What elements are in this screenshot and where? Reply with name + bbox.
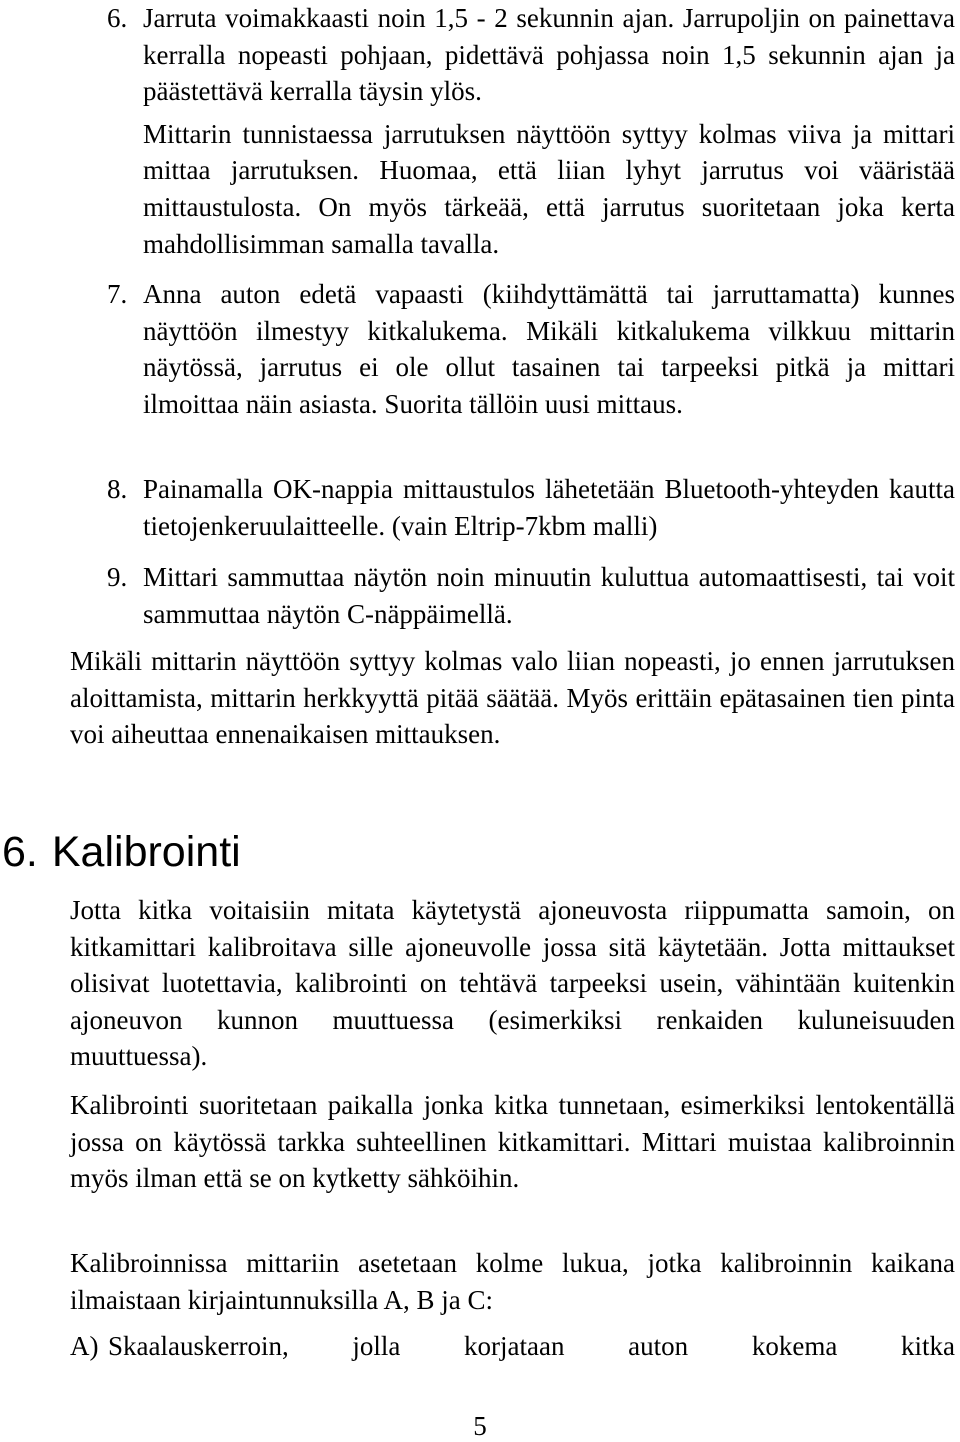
list-paragraph: Jarruta voimakkaasti noin 1,5 - 2 sekunnin ajan. Jarrupoljin on painettava kerralla nopeasti pohjaan, pidettävä pohjassa noin 1,5 sekunnin ajan ja päästettävä kerralla täysin ylös. — [143, 3, 955, 107]
list-number: 9. — [107, 562, 128, 592]
alpha-label: A) — [70, 1331, 99, 1361]
page-number: 5 — [473, 1411, 487, 1441]
list-item-8 — [107, 471, 955, 544]
list-number: 7. — [107, 279, 128, 309]
list-number: 8. — [107, 474, 128, 504]
body-paragraph: Kalibroinnissa mittariin asetetaan kolme lukua, jotka kalibroinnin kaikana ilmaistaan kirjaintunnuksilla A, B ja C: — [70, 1248, 955, 1315]
list-paragraph: Anna auton edetä vapaasti (kiihdyttämättä tai jarruttamatta) kunnes näyttöön ilmestyy kitkalukema. Mikäli kitkalukema vilkkuu mittarin näytössä, jarrutus ei ole ollut tasainen tai tarpeeksi pitkä ja mittari ilmoittaa näin asiasta. Suorita tällöin uusi mittaus. — [143, 279, 955, 419]
section-paragraph-3 — [70, 1245, 955, 1318]
section-title: Kalibrointi — [51, 828, 241, 876]
section-paragraph-2 — [70, 1087, 955, 1197]
alpha-list-item-a — [70, 1328, 955, 1365]
body-paragraph: Kalibrointi suoritetaan paikalla jonka kitka tunnetaan, esimerkiksi lentokentällä jossa on käytössä tarkka suhteellinen kitkamittari. Mittari muistaa kalibroinnin myös ilman että se on kytketty sähköihin. — [70, 1090, 955, 1194]
list-paragraph: Mittarin tunnistaessa jarrutuksen näyttöön syttyy kolmas viiva ja mittari mittaa jarrutuksen. Huomaa, että liian lyhyt jarrutus voi vääristää mittaustulosta. On myös tärkeää, että jarrutus suoritetaan joka kerta mahdollisimman samalla tavalla. — [143, 118, 955, 259]
note-block — [70, 643, 955, 753]
list-item-6 — [107, 0, 955, 262]
list-paragraph: Painamalla OK-nappia mittaustulos lähetetään Bluetooth-yhteyden kautta tietojenkeruulaitteelle. (vain Eltrip-7kbm malli) — [143, 474, 955, 541]
list-paragraph: Mittari sammuttaa näytön noin minuutin kuluttua automaattisesti, tai voit sammuttaa näytön C-näppäimellä. — [143, 562, 955, 629]
section-paragraph-1 — [70, 892, 955, 1075]
body-paragraph: Jotta kitka voitaisiin mitata käytetystä ajoneuvosta riippumatta samoin, on kitkamittari kalibroitava sille ajoneuvolle jossa sitä käytetään. Jotta mittaukset olisivat luotettavia, kalibrointi on tehtävä tarpeeksi usein, vähintään kuitenkin ajoneuvon kunnon muuttuessa (esimerkiksi renkaiden kuluneisuuden muuttuessa). — [70, 895, 955, 1072]
section-number: 6. — [2, 828, 38, 876]
note-paragraph: Mikäli mittarin näyttöön syttyy kolmas valo liian nopeasti, jo ennen jarrutuksen aloittamista, mittarin herkkyyttä pitää säätää. Myös erittäin epätasainen tien pinta voi aiheuttaa ennenaikaisen mittauksen. — [70, 646, 955, 750]
list-item-7 — [107, 276, 955, 422]
list-item-9 — [107, 559, 955, 632]
alpha-text: Skaalauskerroin, jolla korjataan auton kokema kitka — [108, 1331, 955, 1361]
section-heading — [2, 826, 241, 878]
list-number: 6. — [107, 3, 128, 33]
